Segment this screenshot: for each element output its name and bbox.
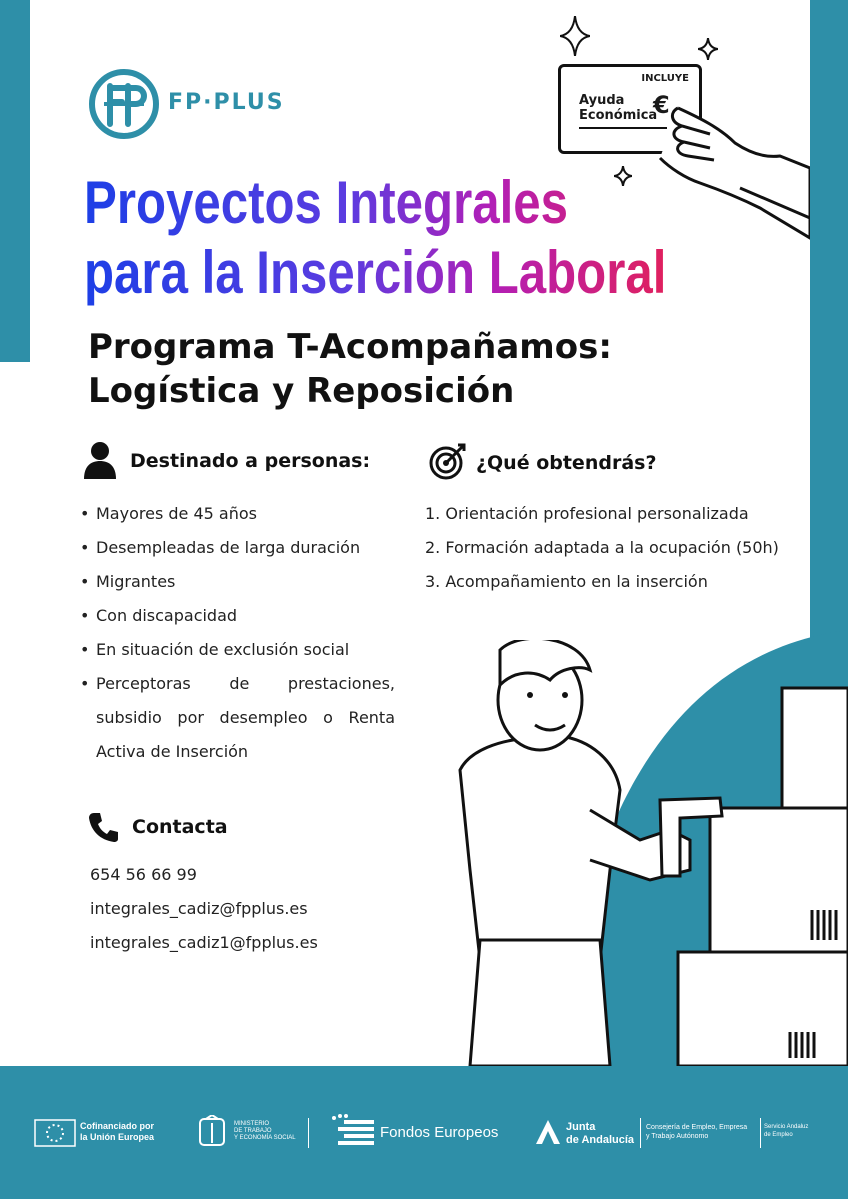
phone-icon <box>88 811 120 843</box>
sae-label <box>764 1123 808 1139</box>
contact-email-2[interactable]: integrales_cadiz1@fpplus.es <box>90 933 318 952</box>
footer-divider <box>308 1118 309 1148</box>
list-item: • Migrantes <box>80 565 395 599</box>
sae-line2: de Empleo <box>764 1132 793 1138</box>
euro-symbol: € <box>653 91 670 119</box>
audience-heading: Destinado a personas: <box>130 450 371 472</box>
eu-flag-icon <box>34 1119 76 1147</box>
ministry-line2: DE TRABAJO <box>234 1128 272 1134</box>
subtitle-line2: Logística y Reposición <box>88 371 515 411</box>
title-line2: para la Inserción Laboral <box>84 239 667 306</box>
contact-email-1[interactable]: integrales_cadiz@fpplus.es <box>90 899 308 918</box>
list-item: 1. Orientación profesional personalizada <box>425 504 749 523</box>
brand-name: FP·PLUS <box>168 90 285 115</box>
junta-line2: de Andalucía <box>566 1134 635 1146</box>
european-funds-label: Fondos Europeos <box>380 1124 499 1141</box>
sparkle-icon <box>698 38 718 60</box>
subtitle-line1: Programa T-Acompañamos: <box>88 327 612 367</box>
fpplus-logo-icon <box>88 68 160 140</box>
junta-line1: Junta <box>566 1121 596 1133</box>
contact-phone[interactable]: 654 56 66 99 <box>90 865 197 884</box>
title-line1: Proyectos Integrales <box>84 169 569 236</box>
card-aid-line2: Económica <box>579 108 658 123</box>
consejeria-line2: y Trabajo Autónomo <box>646 1133 709 1140</box>
list-item: • En situación de exclusión social <box>80 633 395 667</box>
eu-cofinancing-label <box>80 1121 154 1143</box>
program-subtitle <box>88 325 612 413</box>
page-title <box>84 168 666 308</box>
audience-list <box>80 497 395 769</box>
person-icon <box>82 441 118 479</box>
eu-line2: la Unión Europea <box>80 1132 155 1142</box>
list-item: • Perceptoras de prestaciones, subsidio por desempleo o Renta Activa de Inserción <box>80 667 395 769</box>
junta-andalucia-logo-icon <box>534 1118 562 1146</box>
junta-label <box>566 1121 634 1147</box>
footer-divider <box>760 1118 761 1148</box>
ministry-line1: MINISTERIO <box>234 1121 270 1127</box>
list-item: 2. Formación adaptada a la ocupación (50h) <box>425 538 779 557</box>
eu-line1: Cofinanciado por <box>80 1121 154 1131</box>
card-includes-label: INCLUYE <box>641 73 689 84</box>
list-item: • Desempleadas de larga duración <box>80 531 395 565</box>
ministry-label <box>234 1121 296 1142</box>
benefits-heading: ¿Qué obtendrás? <box>476 452 657 474</box>
teal-right-band <box>810 0 848 640</box>
spain-coat-of-arms-icon <box>196 1115 228 1149</box>
target-icon <box>428 441 468 481</box>
ministry-line3: Y ECONOMÍA SOCIAL <box>234 1135 296 1141</box>
warehouse-worker-illustration <box>440 640 848 1066</box>
teal-left-band <box>0 0 30 362</box>
contact-details <box>90 858 318 960</box>
sae-line1: Servicio Andaluz <box>764 1124 809 1130</box>
consejeria-label <box>646 1123 747 1141</box>
list-item: 3. Acompañamiento en la inserción <box>425 572 708 591</box>
sparkle-icon <box>560 16 590 56</box>
contact-heading: Contacta <box>132 816 228 838</box>
footer-divider <box>640 1118 641 1148</box>
card-aid-line1: Ayuda <box>579 93 625 108</box>
european-funds-flag-icon <box>330 1114 374 1146</box>
list-item: • Con discapacidad <box>80 599 395 633</box>
consejeria-line1: Consejería de Empleo, Empresa <box>646 1124 748 1131</box>
benefits-list <box>425 497 779 599</box>
list-item: • Mayores de 45 años <box>80 497 395 531</box>
